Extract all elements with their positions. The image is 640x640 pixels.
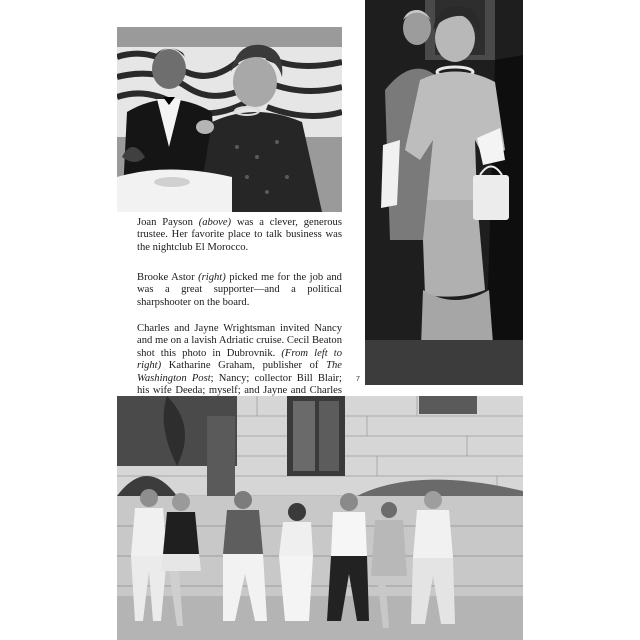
photo-brooke-astor-image xyxy=(365,0,523,385)
caption-text-part2: Katharine Graham, publisher of xyxy=(168,360,319,372)
photo-joan-payson-image xyxy=(117,27,342,212)
caption-name: Brooke Astor xyxy=(137,272,195,283)
caption-joan-payson xyxy=(137,217,342,254)
photo-joan-payson xyxy=(117,27,342,212)
caption-text: was a clever, generous trustee. Her favorite place to talk business was the nightclub El Morocco. xyxy=(137,217,342,253)
photo-dubrovnik-group-image xyxy=(117,396,523,640)
photo-dubrovnik-group xyxy=(117,396,523,640)
caption-brooke-astor xyxy=(137,272,342,309)
caption-text-part3: ; Nancy; collector Bill Blair; his wife Deeda; myself; and Jayne and Charles xyxy=(137,372,342,397)
caption-publication: The Washington Post xyxy=(137,360,342,384)
page-number: 7 xyxy=(356,376,360,383)
caption-name: Joan Payson xyxy=(137,217,193,228)
caption-direction: (above) xyxy=(198,217,232,228)
caption-direction: (right) xyxy=(198,272,226,283)
photo-brooke-astor xyxy=(365,0,523,385)
caption-text: picked me for the job and was a great supporter—and a political sharpshooter on the board. xyxy=(137,272,342,308)
caption-text-part1: Charles and Jayne Wrightsman invited Nancy and me on a lavish Adriatic cruise. Cecil Beaton shot this photo in Dubrovnik. xyxy=(137,323,342,359)
caption-direction: (From left to right) xyxy=(137,347,342,372)
